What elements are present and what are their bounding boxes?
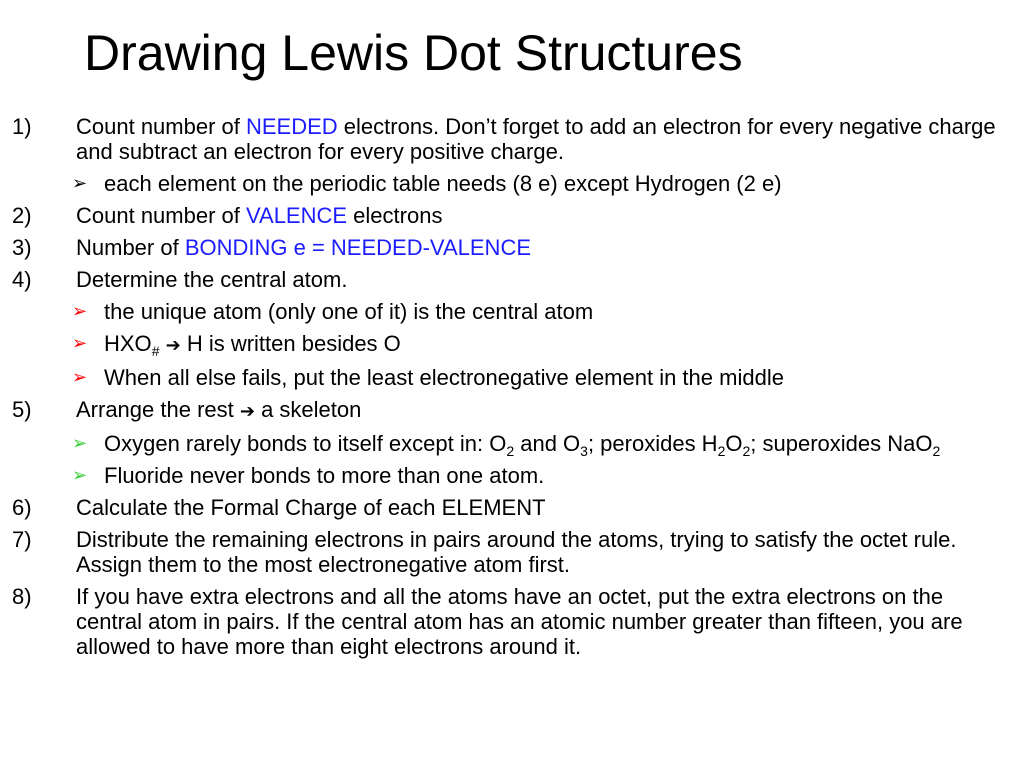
step-1 xyxy=(0,114,1010,164)
step-number: 1) xyxy=(12,114,32,139)
step-7 xyxy=(0,527,1010,577)
arrowhead-bullet-icon: ➢ xyxy=(72,433,88,453)
arrowhead-bullet-icon: ➢ xyxy=(72,301,88,321)
subscript: 2 xyxy=(717,443,726,459)
right-arrow-icon: ➔ xyxy=(239,401,255,422)
right-arrow-icon: ➔ xyxy=(165,335,181,356)
subscript: 2 xyxy=(506,443,515,459)
step-text: If you have extra electrons and all the atoms have an octet, put the extra electrons on the central atom in pairs. If the central atom has an atomic number greater than fifteen, you are allowed to have more than eight electrons around it. xyxy=(76,584,963,659)
step-number: 7) xyxy=(12,527,32,552)
sub-text: H is written besides O xyxy=(180,331,401,356)
arrowhead-bullet-icon: ➢ xyxy=(72,367,88,387)
arrowhead-bullet-icon: ➢ xyxy=(72,173,88,193)
sub-text: Oxygen rarely bonds to itself except in: O xyxy=(104,431,507,456)
step-text: a skeleton xyxy=(254,397,362,422)
highlight-bonding: BONDING e = NEEDED-VALENCE xyxy=(184,235,532,260)
step-5-sub-2 xyxy=(0,463,1010,488)
step-5 xyxy=(0,397,1010,424)
step-number: 3) xyxy=(12,235,32,260)
sub-text: and O xyxy=(514,431,581,456)
step-text: electrons xyxy=(347,203,443,228)
subscript: # xyxy=(151,343,160,359)
step-number: 4) xyxy=(12,267,32,292)
arrowhead-bullet-icon: ➢ xyxy=(72,465,88,485)
sub-text: ; peroxides H xyxy=(587,431,718,456)
step-4 xyxy=(0,267,1010,292)
step-3 xyxy=(0,235,1010,260)
step-number: 5) xyxy=(12,397,32,422)
step-text: Calculate the Formal Charge of each ELEMENT xyxy=(76,495,546,520)
step-text: electrons. Don’t forget to add an electron for every negative charge and subtract an electron for every positive charge. xyxy=(76,114,996,164)
subscript: 2 xyxy=(742,443,751,459)
step-1-sub-1 xyxy=(0,171,1010,196)
step-4-sub-3 xyxy=(0,365,1010,390)
subscript: 3 xyxy=(580,443,588,459)
sub-text: O xyxy=(725,431,743,456)
step-number: 8) xyxy=(12,584,32,609)
step-8 xyxy=(0,584,1010,659)
step-text: Distribute the remaining electrons in pairs around the atoms, trying to satisfy the octet rule. Assign them to the most electronegative atom first. xyxy=(76,527,957,577)
highlight-valence: VALENCE xyxy=(245,203,348,228)
step-2 xyxy=(0,203,1010,228)
step-4-sub-1 xyxy=(0,299,1010,324)
sub-text: each element on the periodic table needs (8 e) except Hydrogen (2 e) xyxy=(104,171,782,196)
sub-text: the unique atom (only one of it) is the central atom xyxy=(104,299,594,324)
sub-text: When all else fails, put the least electronegative element in the middle xyxy=(104,365,784,390)
step-text: Arrange the rest xyxy=(76,397,240,422)
step-text: Determine the central atom. xyxy=(76,267,348,292)
sub-text: Fluoride never bonds to more than one atom. xyxy=(104,463,545,488)
step-text: Count number of xyxy=(76,114,246,139)
slide-title: Drawing Lewis Dot Structures xyxy=(84,25,743,81)
step-4-sub-2 xyxy=(0,331,1010,358)
sub-text: ; superoxides NaO xyxy=(750,431,933,456)
step-6 xyxy=(0,495,1010,520)
steps-list xyxy=(0,114,1010,666)
step-text: Count number of xyxy=(76,203,246,228)
sub-text: HXO xyxy=(104,331,152,356)
step-text: Number of xyxy=(76,235,185,260)
highlight-needed: NEEDED xyxy=(245,114,338,139)
step-5-sub-1 xyxy=(0,431,1010,459)
arrowhead-bullet-icon: ➢ xyxy=(72,333,88,353)
step-number: 2) xyxy=(12,203,32,228)
step-number: 6) xyxy=(12,495,32,520)
subscript: 2 xyxy=(932,443,941,459)
